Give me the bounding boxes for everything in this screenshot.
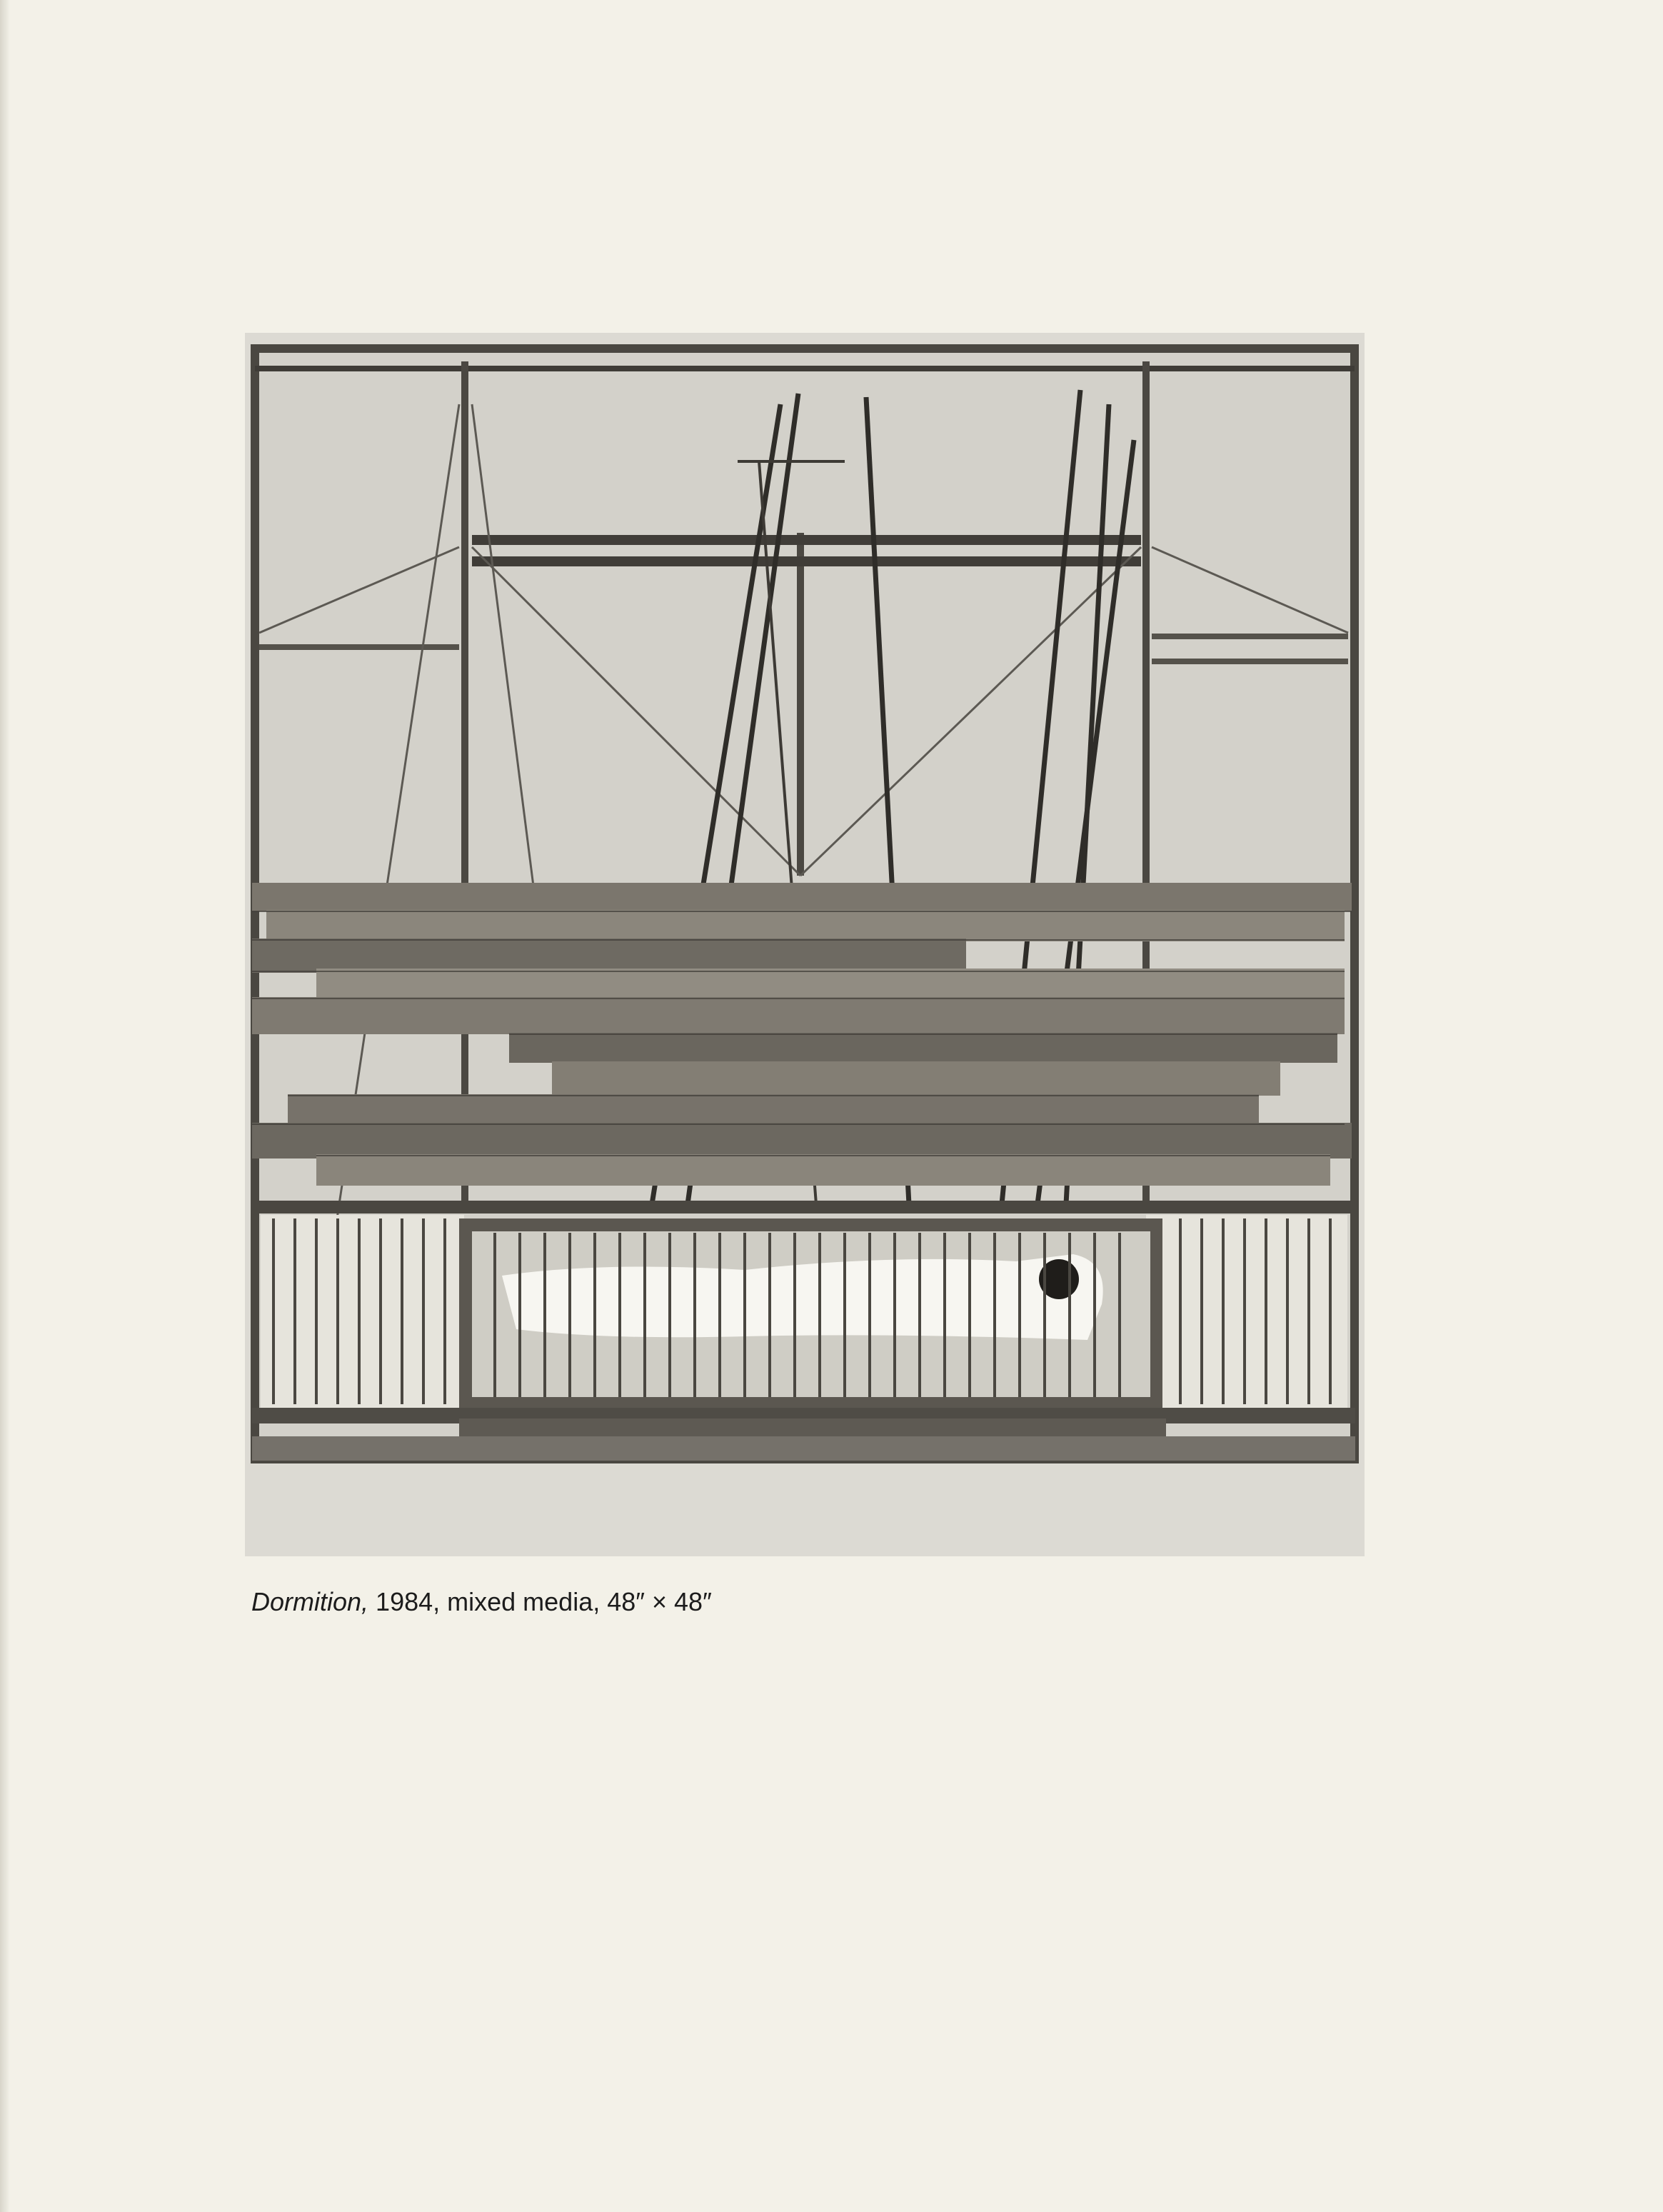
artwork-caption — [251, 1587, 712, 1617]
page-binding-shadow — [0, 0, 10, 2212]
artwork-illustration — [245, 333, 1365, 1556]
artwork-title: Dormition, — [251, 1587, 369, 1616]
artwork-photograph — [245, 333, 1365, 1556]
artwork-details: 1984, mixed media, 48″ × 48″ — [368, 1587, 712, 1616]
